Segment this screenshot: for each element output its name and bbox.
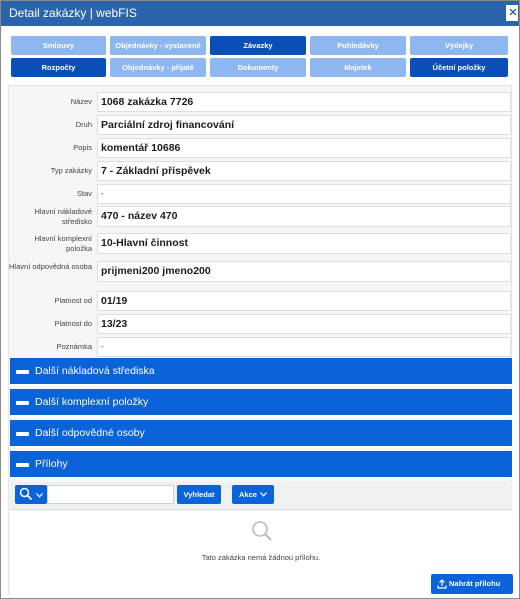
tab-bar — [1, 26, 519, 82]
collapse-icon — [16, 463, 29, 467]
field-value: 01/19 — [97, 291, 511, 311]
field-typ-zakazky — [9, 161, 513, 181]
field-hlavni-nakladove-stredisko — [9, 206, 513, 229]
chevron-down-icon — [260, 492, 267, 497]
upload-label: Nahrát přílohu — [449, 579, 501, 588]
field-value: 7 - Základní příspěvek — [97, 161, 511, 181]
field-value: - — [97, 184, 511, 204]
field-nazev — [9, 92, 513, 112]
tab-objednavky-vystavene[interactable]: Objednávky - vystavené — [110, 36, 206, 55]
close-button[interactable] — [505, 4, 519, 22]
tab-majetek[interactable]: Majetek — [310, 58, 406, 77]
section-label: Přílohy — [35, 458, 68, 470]
detail-content — [8, 85, 512, 595]
close-icon — [509, 8, 517, 16]
field-druh — [9, 115, 513, 135]
field-label: Stav — [76, 189, 92, 198]
tab-dokumenty[interactable]: Dokumenty — [210, 58, 306, 77]
actions-label: Akce — [239, 490, 257, 499]
field-label: Poznámka — [56, 342, 92, 351]
search-icon — [251, 520, 273, 542]
field-label: Název — [70, 97, 92, 106]
tab-ucetni-polozky[interactable]: Účetní položky — [410, 58, 508, 77]
collapse-icon — [16, 370, 29, 374]
collapse-icon — [16, 401, 29, 405]
section-label: Další komplexní položky — [35, 396, 149, 408]
field-label: Hlavní komplexní položka — [34, 234, 92, 253]
search-button[interactable]: Vyhledat — [177, 485, 221, 504]
tab-rozpocty[interactable]: Rozpočty — [11, 58, 106, 77]
section-label: Další nákladová střediska — [35, 365, 155, 377]
search-input[interactable] — [47, 485, 174, 504]
section-dalsi-nakladova-strediska[interactable] — [10, 358, 512, 386]
field-label: Typ zakázky — [50, 166, 92, 175]
tab-objednavky-prijate[interactable]: Objednávky - přijaté — [110, 58, 206, 77]
actions-menu-button[interactable] — [232, 485, 274, 504]
upload-attachment-button[interactable] — [431, 574, 513, 594]
section-prilohy[interactable] — [10, 451, 512, 479]
field-value: Parciální zdroj financování — [97, 115, 511, 135]
field-value: 470 - název 470 — [97, 206, 511, 227]
empty-message: Tato zakázka nemá žádnou přílohu. — [201, 553, 321, 562]
field-label: Druh — [75, 120, 92, 129]
tab-zavazky[interactable]: Závazky — [210, 36, 306, 55]
field-hlavni-komplexni-polozka — [9, 233, 513, 256]
chevron-down-icon — [36, 493, 43, 498]
field-value: komentář 10686 — [97, 138, 511, 158]
field-value: prijmeni200 jmeno200 — [97, 261, 511, 282]
tab-pohledavky[interactable]: Pohledávky — [310, 36, 406, 55]
field-platnost-do — [9, 314, 513, 334]
field-label: Platnost do — [54, 319, 92, 328]
section-label: Další odpovědné osoby — [35, 427, 145, 439]
attachments-empty-state — [10, 511, 512, 595]
field-value: 10-Hlavní činnost — [97, 233, 511, 254]
field-stav — [9, 184, 513, 204]
field-popis — [9, 138, 513, 158]
field-platnost-od — [9, 291, 513, 311]
field-value: 1068 zakázka 7726 — [97, 92, 511, 112]
title-bar[interactable] — [1, 1, 519, 26]
field-label: Hlavní odpovědná osoba — [9, 262, 92, 271]
collapse-icon — [16, 432, 29, 436]
upload-icon — [437, 579, 447, 589]
field-poznamka — [9, 337, 513, 357]
search-column-button[interactable] — [15, 485, 47, 504]
field-hlavni-odpovedna-osoba — [9, 261, 513, 284]
window-title: Detail zakázky | webFIS — [9, 6, 137, 20]
section-dalsi-komplexni-polozky[interactable] — [10, 389, 512, 417]
field-value: - — [97, 337, 511, 357]
field-label: Platnost od — [54, 296, 92, 305]
field-value: 13/23 — [97, 314, 511, 334]
search-icon — [19, 487, 33, 501]
tab-vydejky[interactable]: Výdejky — [410, 36, 508, 55]
section-dalsi-odpovedne-osoby[interactable] — [10, 420, 512, 448]
attachments-toolbar — [10, 482, 512, 510]
field-label: Popis — [73, 143, 92, 152]
field-label: Hlavní nákladové středisko — [34, 207, 92, 226]
tab-smlouvy[interactable]: Smlouvy — [11, 36, 106, 55]
